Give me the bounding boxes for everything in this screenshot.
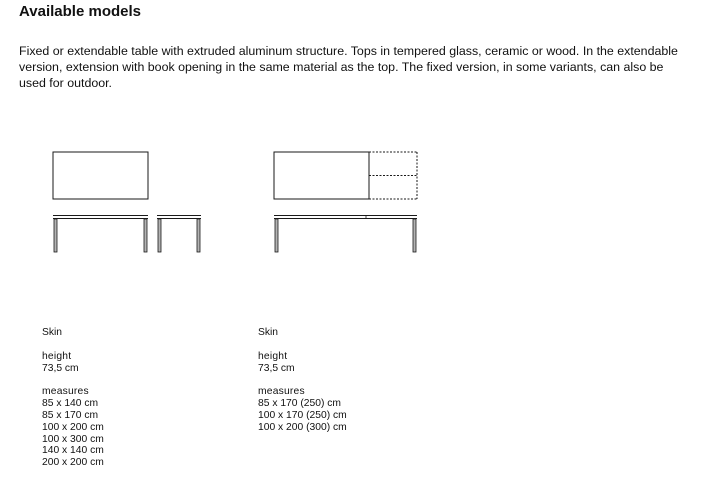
measures-label: measures <box>258 386 305 398</box>
model-spec-fixed <box>42 327 104 469</box>
extendable-table-top-view <box>274 152 417 199</box>
measure-item: 85 x 170 cm <box>42 409 99 421</box>
model-spec-extendable <box>258 327 347 434</box>
product-description: Fixed or extendable table with extruded aluminum structure. Tops in tempered glass, ceramic or wood. In the extendable version, extension with book opening in the same material as the top. The fixed version, in some variants, can also be used for outdoor. <box>19 44 678 90</box>
measure-item: 100 x 170 (250) cm <box>258 409 347 421</box>
measure-item: 140 x 140 cm <box>42 445 104 457</box>
fixed-table-top-view <box>53 152 148 199</box>
measure-item: 85 x 140 cm <box>42 398 99 410</box>
height-label: height <box>42 350 72 362</box>
measure-item: 200 x 200 cm <box>42 457 104 469</box>
model-name: Skin <box>258 327 279 338</box>
fixed-table-end-view <box>157 216 201 253</box>
height-group <box>42 351 104 375</box>
measure-item: 100 x 200 cm <box>42 421 104 433</box>
height-value: 73,5 cm <box>258 362 295 374</box>
section-title: Available models <box>19 3 141 20</box>
measure-item: 100 x 200 (300) cm <box>258 421 347 433</box>
measure-item: 85 x 170 (250) cm <box>258 398 341 410</box>
measure-item: 100 x 300 cm <box>42 433 104 445</box>
model-name: Skin <box>42 327 63 338</box>
measures-group <box>42 386 104 469</box>
height-value: 73,5 cm <box>42 362 79 374</box>
measures-group <box>258 386 347 433</box>
height-label: height <box>258 350 288 362</box>
measures-label: measures <box>42 386 89 398</box>
fixed-table-side-view <box>53 216 148 253</box>
extendable-table-side-view <box>274 215 417 252</box>
height-group <box>258 351 347 375</box>
